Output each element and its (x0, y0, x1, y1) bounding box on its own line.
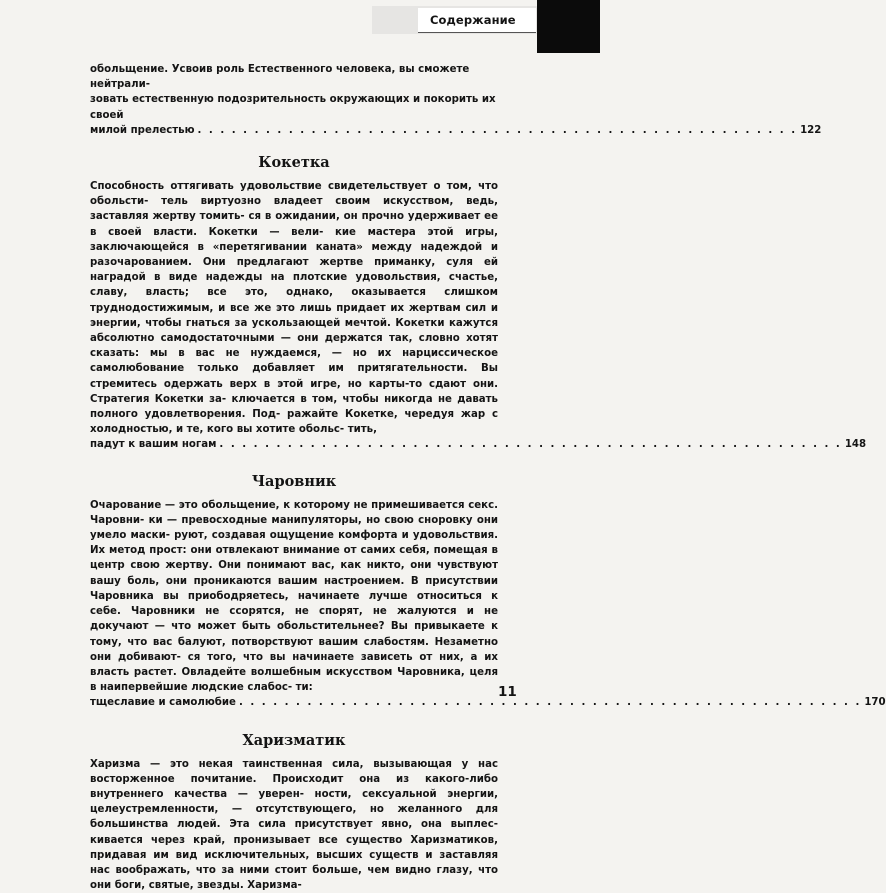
toc-entry-line[interactable] (90, 695, 886, 710)
section-title-charovnik: Чаровник (251, 472, 337, 490)
toc-page-number: 170 (864, 697, 886, 709)
leader-dots: . . . . . . . . . . . . . . . . . . . . . . . . . . . . . . . . . . . . . . . . . . . . . . . . . . . . . . . (219, 439, 842, 451)
running-header-title: Содержание (430, 13, 516, 27)
toc-entry-line[interactable] (90, 123, 822, 138)
corner-thumb-tab (537, 0, 600, 53)
section-title-harizmatik: Харизматик (242, 731, 346, 749)
toc-entry-text: тщеславие и самолюбие (90, 697, 236, 709)
section-harizmatik (90, 757, 498, 893)
section-koketka (90, 179, 867, 453)
section-body: Харизма — это некая таинственная сила, вызывающая у нас восторженное почитание. Происходит она из какого-либо внутреннего качества — уверен- ности, сексуальной энергии, целеустремленности, — отсутствующего, но желанного для большинства людей. Эта сила присутствует явно, она выплес- кивается через край, пронизывает все существо Харизматиков, придавая им вид исключительных, высших существ и заставляя нас воображать, что за ними стоит больше, чем видно глазу, что они боги, святые, звезды. Харизма- (90, 758, 498, 892)
leader-dots: . . . . . . . . . . . . . . . . . . . . . . . . . . . . . . . . . . . . . . . . . . . . . . . . . . . . . (197, 124, 798, 136)
intro-line-2: зовать естественную подозрительность окружающих и покорить их своей (90, 94, 496, 121)
toc-entry-line[interactable] (90, 437, 867, 452)
toc-page-number: 122 (800, 124, 822, 136)
toc-entry-text: падут к вашим ногам (90, 439, 217, 451)
section-title-koketka: Кокетка (258, 154, 330, 172)
intro-line-1: обольщение. Усвоив роль Естественного человека, вы сможете нейтрали- (90, 64, 470, 91)
section-body: Очарование — это обольщение, к которому не примешивается секс. Чаровни- ки — превосходные манипуляторы, но свою сноровку они умело маски- руют, создавая ощущение комфорта и удовольствия. Их метод прост: они отвлекают внимание от самих себя, помещая в центр свою жертву. Они понимают вас, как никто, они чувствуют вашу боль, они проникаются вашим настроением. В присутствии Чаровника вы приободряетесь, начинаете лучше относиться к себе. Чаровники не ссорятся, не спорят, не жалуются и не докучают — что может быть обольстительнее? Вы привыкаете к тому, что вас балуют, потворствуют вашим слабостям. Незаметно они добивают- ся того, что вы начинаете зависеть от них, а их власть растет. Овладейте волшебным искусством Чаровника, целя в наипервейшие людские слабос- ти: (90, 499, 498, 694)
intro-entry (90, 62, 822, 138)
toc-page-number: 148 (844, 439, 867, 451)
section-body: Способность оттягивать удовольствие свидетельствует о том, что обольсти- тель виртуозно владеет своим искусством, ведь, заставляя жертву томить- ся в ожидании, он прочно удерживает ее в своей власти. Кокетки — вели- кие мастера этой игры, заключающейся в «перетягивании каната» между надеждой и разочарованием. Они предлагают жертве приманку, суля ей наградой в виде надежды на плотские удовольствия, счастье, славу, власть; все это, однако, оказывается слишком труднодостижимым, и все же это лишь придает их жертвам сил и энергии, чтобы гнаться за ускользающей мечтой. Кокетки кажутся абсолютно самодостаточными — они держатся так, словно хотят сказать: мы в вас не нуждаемся, — но их нарциссическое самолюбование только добавляет им притягательности. Вы стремитесь одержать верх в этой игре, но карты-то сдают они. Стратегия Кокетки за- ключается в том, чтобы никогда не давать полного удовлетворения. Под- ражайте Кокетке, чередуя жар с холодностью, и те, кого вы хотите обольс- тить, (90, 181, 498, 436)
toc-entry-text: милой прелестью (90, 124, 195, 136)
page-number: 11 (498, 684, 517, 700)
leader-dots: . . . . . . . . . . . . . . . . . . . . . . . . . . . . . . . . . . . . . . . . . . . . . . . . . . . . . . . (238, 697, 862, 709)
